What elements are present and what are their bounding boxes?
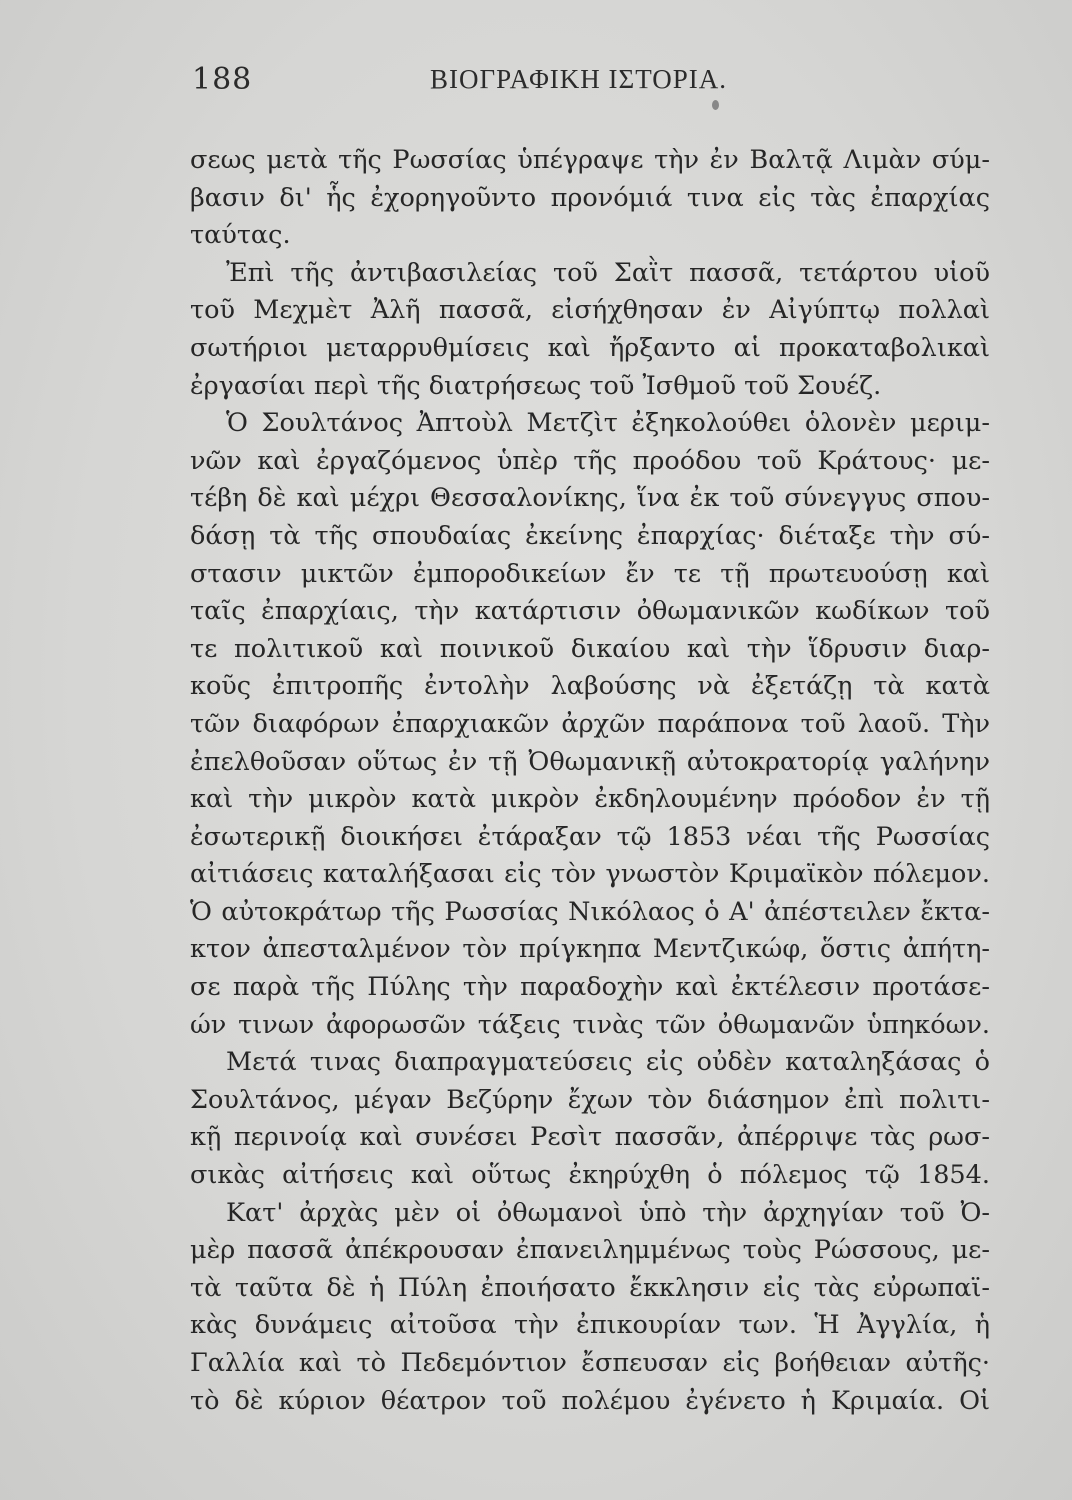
text-line: μὲρ πασσᾶ ἀπέκρουσαν ἐπανειλημμένως τοὺς Ρώσσους, με- <box>190 1235 990 1266</box>
text-line: Μετά τινας διαπραγματεύσεις εἰς οὐδὲν καταληξάσας ὁ <box>226 1047 990 1078</box>
text-line: σικὰς αἰτήσεις καὶ οὕτως ἐκηρύχθη ὁ πόλεμος τῷ 1854. <box>190 1160 990 1191</box>
text-line: ταῖς ἐπαρχίαις, τὴν κατάρτισιν ὀθωμανικῶν κωδίκων τοῦ <box>190 596 990 627</box>
text-line: σεως μετὰ τῆς Ρωσσίας ὑπέγραψε τὴν ἐν Βαλτᾷ Λιμὰν σύμ- <box>190 145 990 175</box>
text-line: κτον ἀπεσταλμένον τὸν πρίγκηπα Μεντζικώφ, ὅστις ἀπήτη- <box>190 934 990 965</box>
text-line: ἐσωτερικῇ διοικήσει ἐτάραξαν τῷ 1853 νέαι τῆς Ρωσσίας <box>190 821 990 852</box>
text-line: σε παρὰ τῆς Πύλης τὴν παραδοχὴν καὶ ἐκτέλεσιν προτάσε- <box>190 972 990 1003</box>
text-line: τῶν διαφόρων ἐπαρχιακῶν ἀρχῶν παράπονα τοῦ λαοῦ. Τὴν <box>190 708 990 739</box>
text-line: Ἐπὶ τῆς ἀντιβασιλείας τοῦ Σαῒτ πασσᾶ, τετάρτου υἱοῦ <box>226 257 990 288</box>
text-line: Ὁ Σουλτάνος Ἀπτοὺλ Μετζὶτ ἐξηκολούθει ὁλονὲν μεριμ- <box>226 408 990 439</box>
text-line: κῇ περινοίᾳ καὶ συνέσει Ρεσὶτ πασσᾶν, ἀπέρριψε τὰς ρωσ- <box>190 1122 990 1153</box>
text-line: τέβη δὲ καὶ μέχρι Θεσσαλονίκης, ἵνα ἐκ τοῦ σύνεγγυς σπου- <box>190 483 990 514</box>
ink-spot <box>712 100 719 110</box>
text-line: ών τινων ἀφορωσῶν τάξεις τινὰς τῶν ὀθωμανῶν ὑπηκόων. <box>190 1009 990 1040</box>
body-text <box>190 142 990 1420</box>
text-line: δάσῃ τὰ τῆς σπουδαίας ἐκείνης ἐπαρχίας· διέταξε τὴν σύ- <box>190 520 990 551</box>
text-line: νῶν καὶ ἐργαζόμενος ὑπὲρ τῆς προόδου τοῦ Κράτους· με- <box>190 445 990 476</box>
text-line: Γαλλία καὶ τὸ Πεδεμόντιον ἔσπευσαν εἰς βοήθειαν αὐτῆς· <box>190 1348 990 1378</box>
running-title: ΒΙΟΓΡΑΦΙΚΗ ΙΣΤΟΡΙΑ. <box>430 64 728 94</box>
text-line: Κατ' ἀρχὰς μὲν οἱ ὀθωμανοὶ ὑπὸ τὴν ἀρχηγίαν τοῦ Ὀ- <box>226 1197 990 1228</box>
text-line: τε πολιτικοῦ καὶ ποινικοῦ δικαίου καὶ τὴν ἵδρυσιν διαρ- <box>190 633 990 664</box>
text-line: τὰ ταῦτα δὲ ἡ Πύλη ἐποιήσατο ἔκκλησιν εἰς τὰς εὐρωπαϊ- <box>190 1272 990 1303</box>
text-line: ἐπελθοῦσαν οὕτως ἐν τῇ Ὀθωμανικῇ αὐτοκρατορίᾳ γαλήνην <box>190 746 990 777</box>
text-line: καὶ τὴν μικρὸν κατὰ μικρὸν ἐκδηλουμένην πρόοδον ἐν τῇ <box>190 784 990 815</box>
text-line: τοῦ Μεχμὲτ Ἀλῆ πασσᾶ, εἰσήχθησαν ἐν Αἰγύπτῳ πολλαὶ <box>190 295 990 326</box>
text-line: σωτήριοι μεταρρυθμίσεις καὶ ἤρξαντο αἱ προκαταβολικαὶ <box>190 332 990 363</box>
text-line: τὸ δὲ κύριον θέατρον τοῦ πολέμου ἐγένετο ἡ Κριμαία. Οἱ <box>190 1385 990 1416</box>
text-line: στασιν μικτῶν ἐμποροδικείων ἔν τε τῇ πρωτευούσῃ καὶ <box>190 558 990 589</box>
page-header <box>192 62 792 102</box>
text-line: Σουλτάνος, μέγαν Βεζύρην ἔχων τὸν διάσημον ἐπὶ πολιτι- <box>190 1084 990 1115</box>
text-line: κοῦς ἐπιτροπῆς ἐντολὴν λαβούσης νὰ ἐξετάζῃ τὰ κατὰ <box>190 671 990 702</box>
text-line: ταύτας. <box>190 220 291 251</box>
text-line: βασιν δι' ἧς ἐχορηγοῦντο προνόμιά τινα εἰς τὰς ἐπαρχίας <box>190 182 990 213</box>
text-line: αἰτιάσεις καταλήξασαι εἰς τὸν γνωστὸν Κριμαϊκὸν πόλεμον. <box>190 859 990 890</box>
text-line: ἐργασίαι περὶ τῆς διατρήσεως τοῦ Ἰσθμοῦ τοῦ Σουέζ. <box>190 370 882 401</box>
page-number: 188 <box>192 62 253 97</box>
text-line: κὰς δυνάμεις αἰτοῦσα τὴν ἐπικουρίαν των. Ἡ Ἀγγλία, ἡ <box>190 1310 990 1341</box>
text-line: Ὁ αὐτοκράτωρ τῆς Ρωσσίας Νικόλαος ὁ Α' ἀπέστειλεν ἔκτα- <box>190 896 990 927</box>
